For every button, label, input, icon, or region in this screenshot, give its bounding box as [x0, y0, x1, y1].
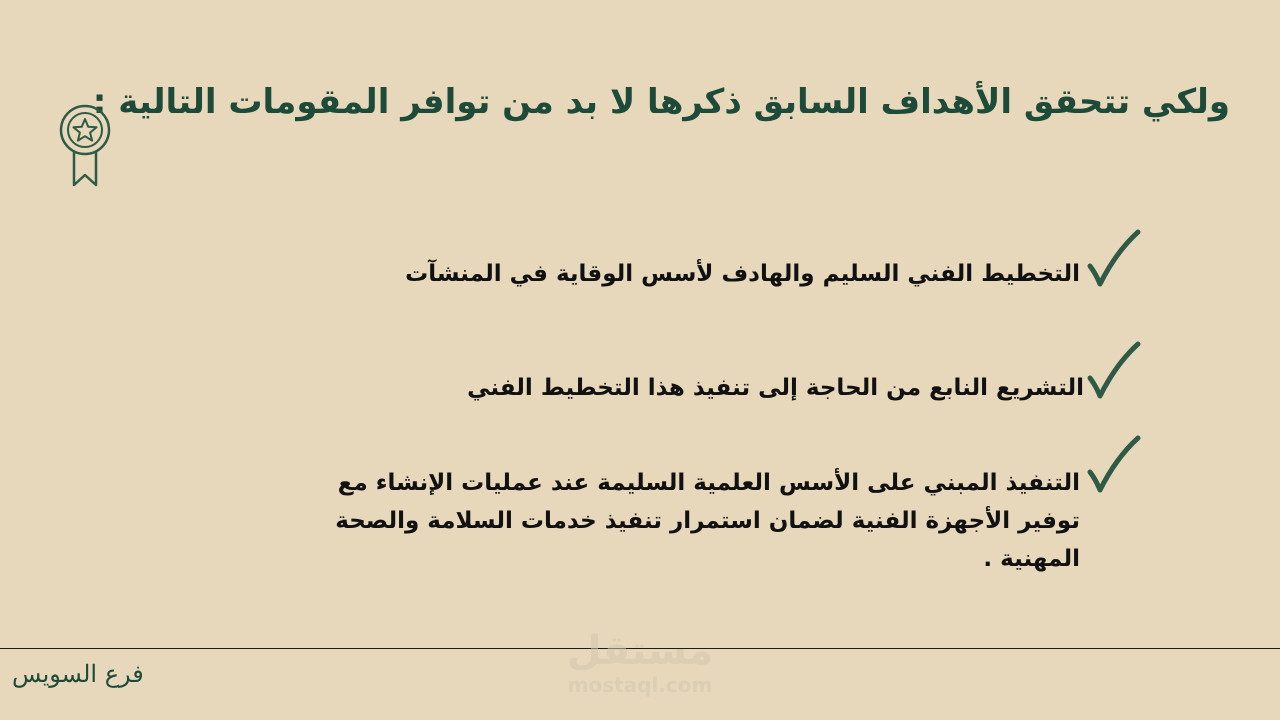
bullet-item-2: التشريع النابع من الحاجة إلى تنفيذ هذا التخطيط الفني — [467, 375, 1084, 401]
slide-title: ولكي تتحقق الأهداف السابق ذكرها لا بد من توافر المقومات التالية : — [92, 82, 1230, 122]
watermark-url: mostaql.com — [567, 673, 713, 697]
watermark-logo-text: مستقل — [566, 628, 714, 674]
footer-branch-label: فرع السويس — [12, 660, 144, 688]
bullet-item-3: التنفيذ المبني على الأسس العلمية السليمة عند عمليات الإنشاء مع توفير الأجهزة الفنية لضمان استمرار تنفيذ خدمات السلامة والصحة المهنية . — [335, 470, 1080, 572]
checkmark-icon — [1086, 228, 1142, 288]
watermark — [540, 628, 740, 708]
award-ribbon-icon — [58, 103, 114, 189]
checkmark-icon — [1086, 434, 1142, 494]
bullet-item-1: التخطيط الفني السليم والهادف لأسس الوقاية في المنشآت — [405, 261, 1080, 287]
checkmark-icon — [1086, 340, 1142, 400]
